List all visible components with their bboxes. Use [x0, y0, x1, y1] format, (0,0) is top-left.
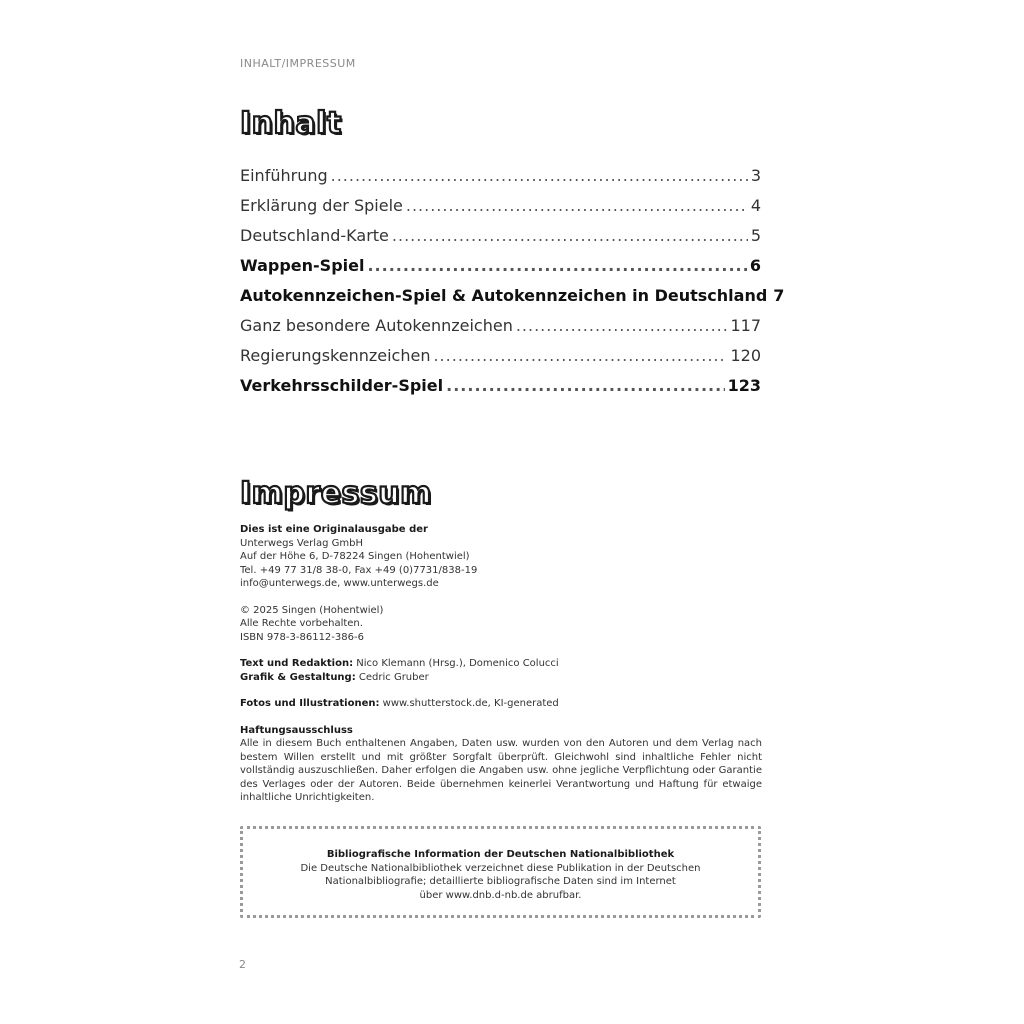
- toc-entry[interactable]: [240, 346, 761, 376]
- toc-entry-page: 3: [750, 166, 761, 185]
- publisher-phone: Tel. +49 77 31/8 38-0, Fax +49 (0)7731/838-19: [240, 564, 478, 576]
- toc-entry[interactable]: [240, 316, 761, 346]
- impressum-body: [240, 523, 762, 805]
- copyright-line: © 2025 Singen (Hohentwiel): [240, 604, 384, 616]
- toc-dot-leader: [392, 226, 748, 245]
- credits-text-label: Text und Redaktion:: [240, 658, 354, 669]
- toc-dot-leader: [406, 196, 748, 215]
- biblio-title: Bibliografische Information der Deutschen Nationalbibliothek: [326, 849, 675, 860]
- credits-photo-label: Fotos und Illustrationen:: [240, 698, 380, 709]
- credits-text-value: Nico Klemann (Hrsg.), Domenico Colucci: [353, 658, 559, 669]
- biblio-line-3: über www.dnb.d-nb.de abrufbar.: [419, 889, 582, 901]
- credits-text: [240, 657, 762, 671]
- toc-entry-label: Einführung: [240, 166, 328, 185]
- impressum-intro: Dies ist eine Originalausgabe der: [240, 524, 428, 535]
- toc-entry-page: 123: [727, 376, 761, 395]
- credits-photo: [240, 697, 762, 711]
- toc-entry[interactable]: [240, 166, 761, 196]
- toc-entry-page: 7: [773, 286, 785, 305]
- toc-entry-label: Autokennzeichen-Spiel & Autokennzeichen in Deutschland: [240, 286, 768, 305]
- toc-entry-label: Ganz besondere Autokennzeichen: [240, 316, 513, 335]
- toc-entry-label: Regierungskennzeichen: [240, 346, 431, 365]
- toc-dot-leader: [446, 376, 724, 395]
- rights-line: Alle Rechte vorbehalten.: [240, 618, 363, 629]
- toc-entry-label: Deutschland-Karte: [240, 226, 389, 245]
- page-number: 2: [239, 958, 246, 971]
- toc-entry[interactable]: [240, 286, 785, 316]
- publisher-address: Auf der Höhe 6, D-78224 Singen (Hohentwiel): [240, 551, 470, 562]
- toc-dot-leader: [516, 316, 728, 335]
- disclaimer-title: Haftungsausschluss: [240, 724, 353, 736]
- publisher-name: Unterwegs Verlag GmbH: [240, 537, 364, 549]
- disclaimer-text: Alle in diesem Buch enthaltenen Angaben, Daten usw. wurden von den Autoren und dem Verlag nach bestem Willen erstellt und mit größter Sorgfalt überprüft. Gleichwohl sind inhaltliche Fehler nicht vollständig auszuschließen. Daher erfolgen die Angaben usw. ohne jegliche Verpflichtung oder Garantie des Verlages oder der Autoren. Beide übernehmen keinerlei Verantwortung und Haftung für etwaige inhaltliche Unrichtigkeiten.: [240, 738, 762, 803]
- credits-graphic-label: Grafik & Gestaltung:: [240, 671, 356, 683]
- biblio-line-2: Nationalbibliografie; detaillierte bibliografische Daten sind im Internet: [325, 876, 676, 887]
- table-of-contents: [240, 166, 785, 406]
- toc-entry-page: 117: [730, 316, 761, 335]
- credits-photo-value: www.shutterstock.de, KI-generated: [379, 698, 559, 709]
- toc-entry[interactable]: [240, 226, 761, 256]
- biblio-line-1: Die Deutsche Nationalbibliothek verzeichnet diese Publikation in der Deutschen: [300, 862, 701, 874]
- toc-entry-label: Wappen-Spiel: [240, 256, 365, 275]
- toc-entry-page: 4: [750, 196, 761, 215]
- biblio-info-box: [240, 826, 761, 918]
- toc-entry[interactable]: [240, 196, 761, 226]
- toc-dot-leader: [367, 256, 746, 275]
- toc-entry-page: 6: [749, 256, 761, 275]
- toc-entry-page: 5: [750, 226, 761, 245]
- toc-title: Inhalt: [240, 106, 342, 141]
- toc-dot-leader: [331, 166, 748, 185]
- toc-entry-label: Erklärung der Spiele: [240, 196, 403, 215]
- toc-entry[interactable]: [240, 256, 761, 286]
- toc-dot-leader: [433, 346, 727, 365]
- running-header: INHALT/IMPRESSUM: [240, 57, 356, 70]
- credits-graphic-value: Cedric Gruber: [355, 671, 429, 683]
- toc-entry-page: 120: [730, 346, 761, 365]
- toc-entry[interactable]: [240, 376, 761, 406]
- isbn-line: ISBN 978-3-86112-386-6: [240, 631, 364, 643]
- publisher-web: info@unterwegs.de, www.unterwegs.de: [240, 578, 439, 589]
- credits-graphic: [240, 671, 762, 685]
- toc-entry-label: Verkehrsschilder-Spiel: [240, 376, 444, 395]
- impressum-title: Impressum: [240, 476, 432, 511]
